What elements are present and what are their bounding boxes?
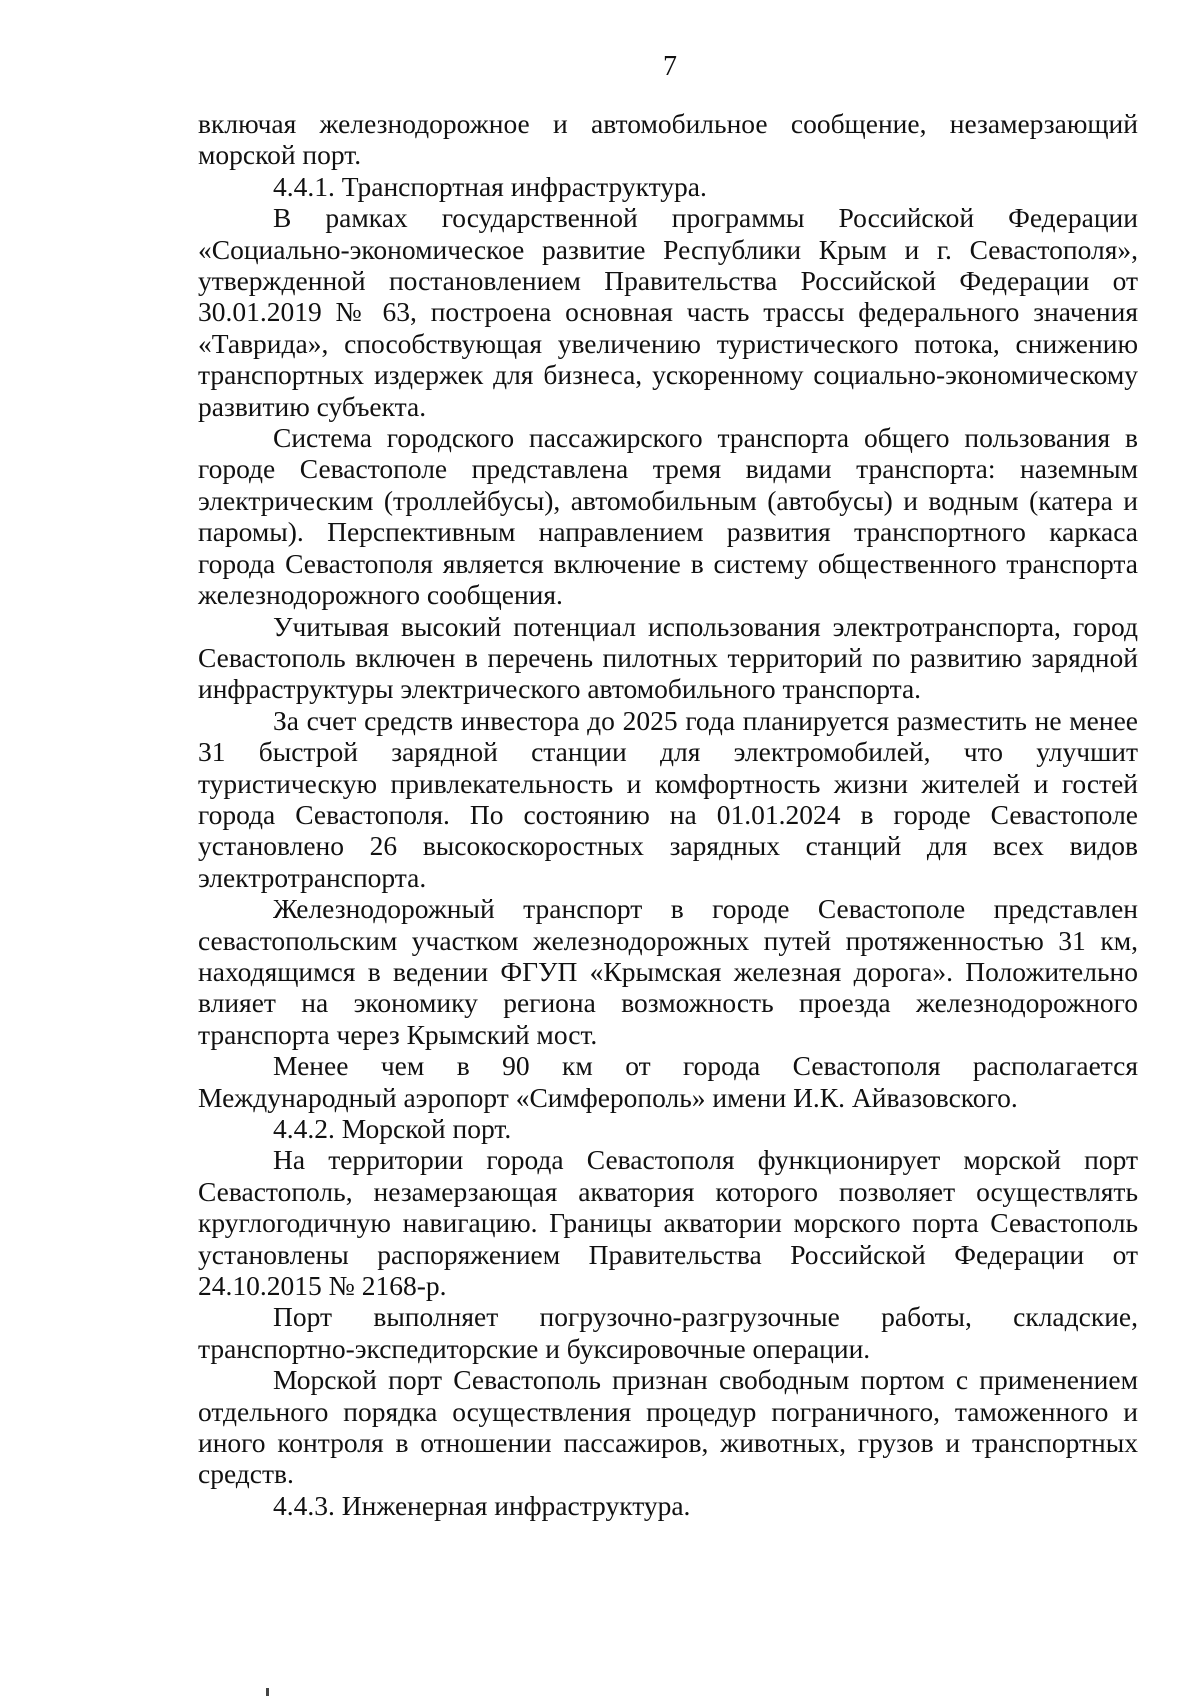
section-heading-sea-port: 4.4.2. Морской порт. xyxy=(273,1113,512,1144)
section-heading-transport-infrastructure: 4.4.1. Транспортная инфраструктура. xyxy=(273,170,707,202)
paragraph-railway-transport: Железнодорожный транспорт в городе Севастополе представлен севастопольским участком железнодорожных путей протяженностью 31 км, находящимся в ведении ФГУП «Крымская железная дорога». Положительно влияет на экономику региона возможность проезда железнодорожного транспорта через Крымский мост. xyxy=(198,893,1138,1050)
section-heading-engineering-infrastructure: 4.4.3. Инженерная инфраструктура. xyxy=(273,1489,691,1521)
page-number: 7 xyxy=(663,51,677,82)
paragraph-airport: Менее чем в 90 км от города Севастополя располагается Международный аэропорт «Симферополь» имени И.К. Айвазовского. xyxy=(198,1050,1138,1113)
paragraph-continuation: включая железнодорожное и автомобильное сообщение, незамерзающий морской порт. xyxy=(198,108,1138,171)
paragraph-public-transport-system: Система городского пассажирского транспорта общего пользования в городе Севастополе представлена тремя видами транспорта: наземным электрическим (троллейбусы), автомобильным (автобусы) и водным (катера и паромы). Перспективным направлением развития транспортного каркаса города Севастополя является включение в систему общественного транспорта железнодорожного сообщения. xyxy=(198,422,1138,611)
paragraph-port-operations: Порт выполняет погрузочно-разгрузочные работы, складские, транспортно-экспедиторские и буксировочные операции. xyxy=(198,1301,1138,1364)
paragraph-electric-transport-pilot: Учитывая высокий потенциал использования электротранспорта, город Севастополь включен в перечень пилотных территорий по развитию зарядной инфраструктуры электрического автомобильного транспорта. xyxy=(198,610,1138,705)
scan-artifact-mark xyxy=(266,1688,269,1696)
document-body xyxy=(198,108,1138,1521)
paragraph-sea-port-operation: На территории города Севастополя функционирует морской порт Севастополь, незамерзающая акватория которого позволяет осуществлять круглогодичную навигацию. Границы акватории морского порта Севастополь установлены распоряжением Правительства Российской Федерации от 24.10.2015 № 2168-р. xyxy=(198,1144,1138,1302)
paragraph-state-program: В рамках государственной программы Российской Федерации «Социально-экономическое развитие Республики Крым и г. Севастополя», утвержденной постановлением Правительства Российской Федерации от 30.01.2019 № 63, построена основная часть трассы федерального значения «Таврида», способствующая увеличению туристического потока, снижению транспортных издержек для бизнеса, ускоренному социально-экономическому развитию субъекта. xyxy=(198,202,1138,422)
paragraph-free-port: Морской порт Севастополь признан свободным портом с применением отдельного порядка осуществления процедур пограничного, таможенного и иного контроля в отношении пассажиров, животных, грузов и транспортных средств. xyxy=(198,1364,1138,1490)
paragraph-charging-stations: За счет средств инвестора до 2025 года планируется разместить не менее 31 быстрой зарядной станции для электромобилей, что улучшит туристическую привлекательность и комфортность жизни жителей и гостей города Севастополя. По состоянию на 01.01.2024 в городе Севастополе установлено 26 высокоскоростных зарядных станций для всех видов электротранспорта. xyxy=(198,704,1138,893)
